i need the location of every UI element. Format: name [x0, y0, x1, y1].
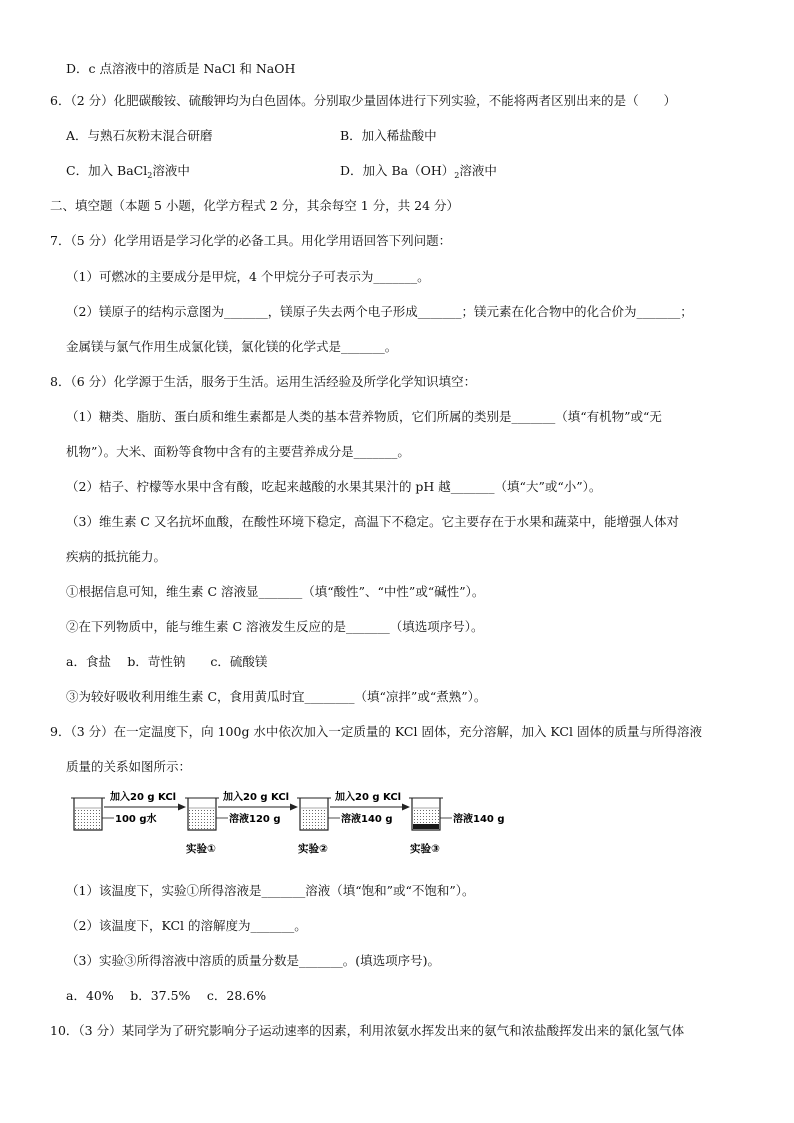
label-solution-140b: 溶液140 g — [453, 814, 505, 825]
label-exp-1: 实验① — [186, 843, 216, 855]
question-8-part-1: （1）糖类、脂肪、蛋白质和维生素都是人类的基本营养物质，它们所属的类别是_______（填“有机物”或“无 — [66, 409, 662, 424]
question-9-part-3: （3）实验③所得溶液中溶质的质量分数是_______。(填选项序号)。 — [66, 953, 440, 968]
question-8-part-1-cont: 机物”）。大米、面粉等食物中含有的主要营养成分是_______。 — [66, 444, 410, 459]
arrow-add-2 — [218, 804, 298, 811]
question-7-part-2-cont: 金属镁与氯气作用生成氯化镁，氯化镁的化学式是_______。 — [66, 339, 398, 354]
label-solution-140a: 溶液140 g — [341, 814, 393, 825]
beaker-solution-140b — [409, 798, 443, 830]
kcl-dissolution-diagram — [68, 788, 508, 858]
question-7-stem: 7．（5 分）化学用语是学习化学的必备工具。用化学用语回答下列问题： — [50, 233, 452, 248]
beaker-water — [71, 798, 105, 830]
question-8-part-3-options: a．食盐 b．苛性钠 c．硫酸镁 — [66, 654, 268, 669]
label-solution-120: 溶液120 g — [229, 814, 281, 825]
beaker-solution-140a — [297, 798, 331, 830]
question-6-option-d: D．加入 $Ba(OH)_2$溶液中 — [340, 163, 497, 180]
label-water: 100 g水 — [115, 814, 157, 825]
question-9-stem-cont: 质量的关系如图所示： — [66, 759, 192, 774]
question-6-option-c: C．加入 BaCl$_2$溶液中 — [66, 163, 190, 180]
question-8-part-2: （2）桔子、柠檬等水果中含有酸，吃起来越酸的水果其果汁的 pH 越_______（填“大”或“小”）。 — [66, 479, 602, 494]
question-10-stem: 10．（3 分）某同学为了研究影响分子运动速率的因素，利用浓氨水挥发出来的氨气和浓盐酸挥发出来的氯化氢气体 — [50, 1023, 685, 1038]
arrow-add-3 — [330, 804, 410, 811]
option-6prev-d: D．c 点溶液中的溶质是 NaCl 和 NaOH — [66, 61, 296, 76]
question-8-part-3-cont: 疾病的抵抗能力。 — [66, 549, 167, 564]
question-8-part-3-sub-2: ②在下列物质中，能与维生素 C 溶液发生反应的是_______（填选项序号）。 — [66, 619, 484, 634]
label-add-3: 加入20 g KCl — [335, 792, 402, 803]
question-6-option-b: B．加入稀盐酸中 — [340, 128, 437, 143]
question-9-stem: 9．（3 分）在一定温度下，向 100g 水中依次加入一定质量的 KCl 固体，充分溶解，加入 KCl 固体的质量与所得溶液 — [50, 724, 702, 739]
question-8-part-3-sub-1: ①根据信息可知，维生素 C 溶液显_______（填“酸性”、“中性”或“碱性”）。 — [66, 584, 485, 599]
question-8-stem: 8．（6 分）化学源于生活，服务于生活。运用生活经验及所学化学知识填空： — [50, 374, 477, 389]
question-8-part-3-sub-3: ③为较好吸收利用维生素 C，食用黄瓜时宜________（填“凉拌”或“煮熟”）。 — [66, 689, 487, 704]
question-9-part-3-options: a．40% b．37.5% c．28.6% — [66, 988, 267, 1003]
beaker-solution-120 — [185, 798, 219, 830]
question-7-part-2: （2）镁原子的结构示意图为_______，镁原子失去两个电子形成_______；镁元素在化合物中的化合价为_______； — [66, 304, 693, 319]
question-9-part-1: （1）该温度下，实验①所得溶液是_______溶液（填“饱和”或“不饱和”）。 — [66, 883, 475, 898]
question-7-part-1: （1）可燃冰的主要成分是甲烷，4 个甲烷分子可表示为_______。 — [66, 269, 430, 284]
question-6-option-a: A．与熟石灰粉末混合研磨 — [66, 128, 213, 143]
label-exp-3: 实验③ — [410, 843, 440, 855]
question-6-stem: 6．（2 分）化肥碳酸铵、硫酸钾均为白色固体。分别取少量固体进行下列实验，不能将两者区别出来的是（ ） — [50, 93, 677, 108]
arrow-add-1 — [104, 804, 186, 811]
question-9-part-2: （2）该温度下，KCl 的溶解度为_______。 — [66, 918, 307, 933]
question-8-part-3: （3）维生素 C 又名抗坏血酸，在酸性环境下稳定，高温下不稳定。它主要存在于水果和蔬菜中，能增强人体对 — [66, 514, 679, 529]
label-add-2: 加入20 g KCl — [223, 792, 290, 803]
label-exp-2: 实验② — [298, 843, 328, 855]
label-add-1: 加入20 g KCl — [110, 792, 177, 803]
section-2-heading: 二、填空题（本题 5 小题，化学方程式 2 分，其余每空 1 分，共 24 分） — [50, 198, 460, 213]
undissolved-solid — [413, 824, 439, 829]
